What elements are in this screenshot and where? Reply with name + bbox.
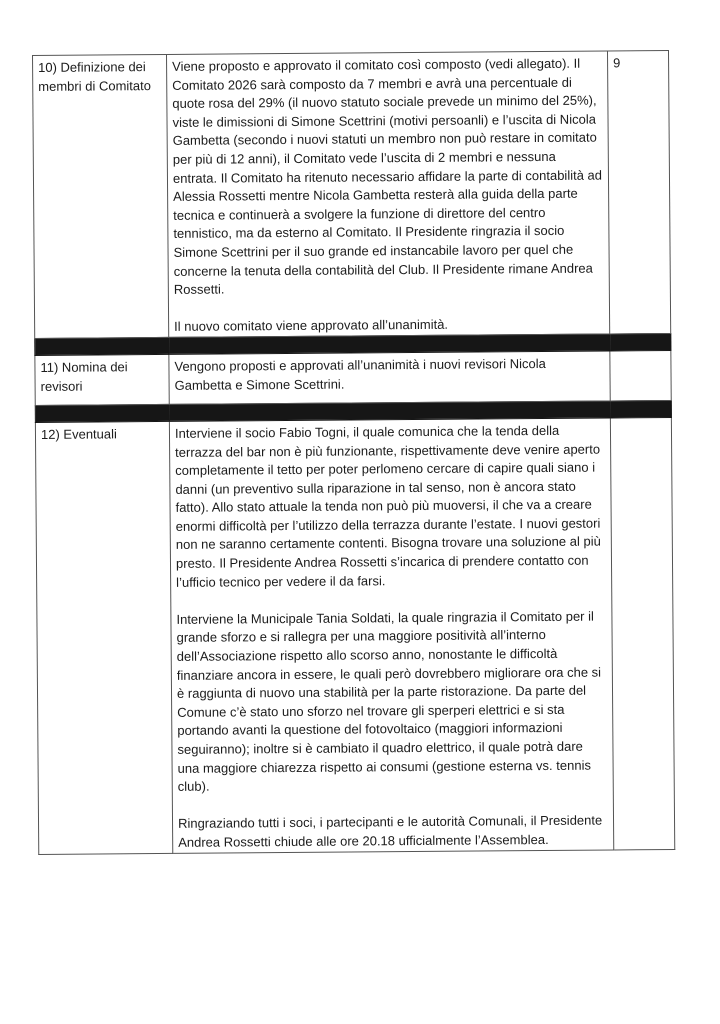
page-number: 9 (613, 55, 621, 71)
topic-label: 10) Definizione dei membri di Comitato (38, 59, 152, 94)
table-row-item-12 (35, 417, 674, 854)
empty-cell (610, 350, 671, 400)
content-cell (169, 418, 613, 853)
paragraph: Interviene la Municipale Tania Soldati, la quale ringrazia il Comitato per il grande sforzo e si rallegra per una maggiore positività all’interno dell’Associazione rispetto allo scorso anno, nonostante le difficoltà finanziare ancora in essere, le quali però dovrebbero migliorare ora che si è raggiunta di nuovo una stabilità per la parte ristorazione. Da parte del Comune c’è stato uno sforzo nel trovare gli sperperi elettrici e si sta portando avanti la questione del fotovoltaico (maggiori informazioni seguiranno); inoltre si è cambiato il quadro elettrico, il quale potrà dare una maggiore chiarezza rispetto ai consumi (gestione esterna vs. tennis club). (176, 608, 602, 795)
paragraph: Vengono proposti e approvati all’unanimità i nuovi revisori Nicola Gambetta e Simone Scettrini. (174, 355, 546, 393)
separator-cell (610, 333, 671, 350)
separator-cell (35, 337, 169, 355)
paragraph: Viene proposto e approvato il comitato così composto (vedi allegato). Il Comitato 2026 sarà composto da 7 membri e avrà una percentuale di quote rosa del 29% (il nuovo statuto sociale prevede un minimo del 25%), viste le dimissioni di Simone Scettrini (motivi persoanli) e l’uscita di Nicola Gambetta (secondo i nuovi statuti un membro non può restare in comitato per più di 12 anni), il Comitato vede l’uscita di 2 membri e nessuna entrata. Il Comitato ha ritenuto necessario affidare la parte di contabilità ad Alessia Rossetti mentre Nicola Gambetta resterà alla guida della parte tecnica e continuerà a svolgere la funzione di direttore del centro tennistico, ma da esterno al Comitato. Il Presidente ringrazia il socio Simone Scettrini per il suo grande ed instancabile lavoro per quel che concerne la tenuta della contabilità del Club. Il Presidente rimane Andrea Rossetti. (172, 55, 603, 298)
minutes-table (32, 50, 675, 855)
paragraph: Il nuovo comitato viene approvato all’unanimità. (174, 317, 449, 335)
separator-cell (35, 404, 169, 422)
topic-label: 11) Nomina dei revisori (40, 359, 128, 394)
separator-cell (610, 400, 671, 417)
table-row-item-11 (35, 350, 671, 405)
table-row-item-10 (33, 51, 671, 339)
topic-label: 12) Eventuali (40, 426, 117, 442)
paragraph: Ringraziando tutti i soci, i partecipanti e le autorità Comunali, il Presidente Andrea Rossetti chiude alle ore 20.18 ufficialmente l’Assemblea. (177, 812, 603, 850)
paragraph: Interviene il socio Fabio Togni, il quale comunica che la tenda della terrazza del bar non è più funzionante, rispettivamente deve venire aperto completamente il tetto per poter perlomeno cercare di capire quali siano i danni (un preventivo sulla riparazione in tal senso, non è ancora stato fatto). Allo stato attuale la tenda non può più muoversi, il che va a creare enormi difficoltà per l’utilizzo della terrazza durante l’estate. I nuovi gestori non ne saranno certamente contenti. Bisogna trovare una soluzione al più presto. Il Presidente Andrea Rossetti s’incarica di prendere contatto con l’ufficio tecnico per vedere il da farsi. (174, 422, 601, 590)
topic-cell (33, 54, 169, 338)
topic-cell (35, 354, 169, 405)
page-number-cell (607, 51, 670, 334)
empty-cell (610, 417, 674, 849)
content-cell (166, 51, 609, 337)
document-page (32, 50, 674, 855)
topic-cell (35, 421, 172, 854)
content-cell (169, 351, 610, 404)
